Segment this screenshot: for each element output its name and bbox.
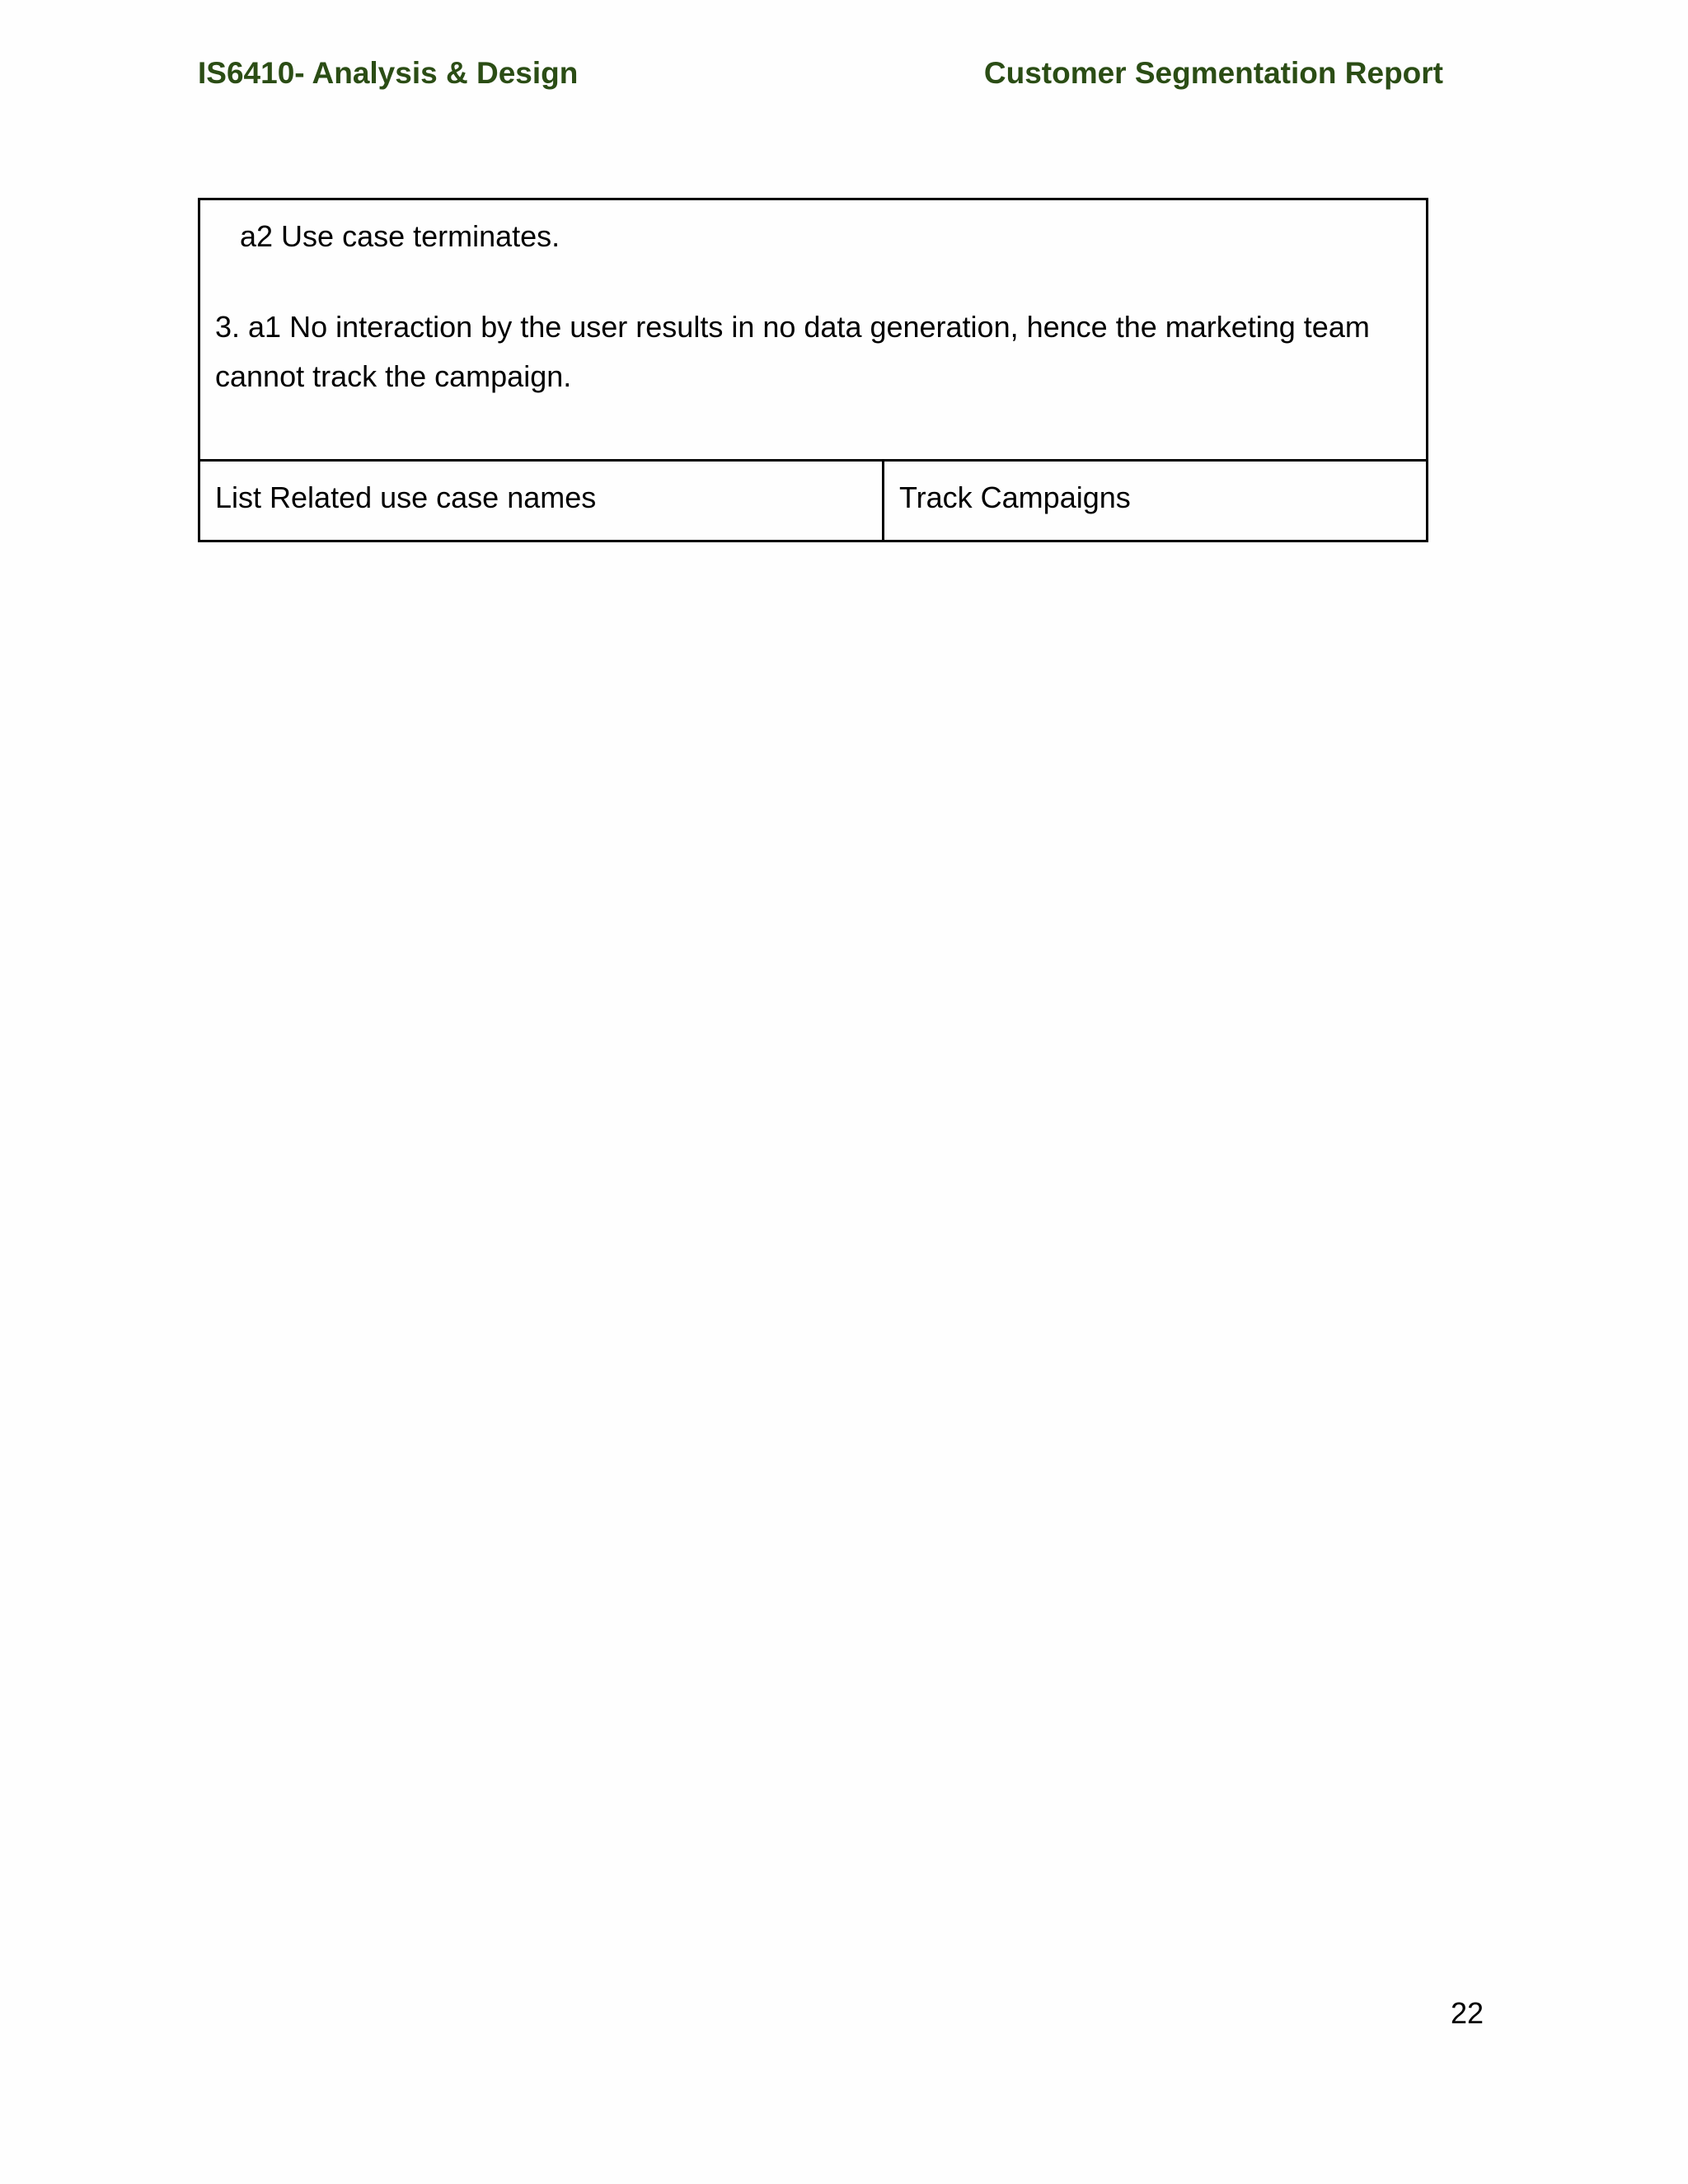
related-use-cases-row xyxy=(200,462,1426,540)
alternate-flow-step-3a1: 3. a1 No interaction by the user results in no data generation, hence the marketing team cannot track the campaign. xyxy=(215,310,1370,393)
header-course-title: IS6410- Analysis & Design xyxy=(198,56,579,90)
related-use-cases-label: List Related use case names xyxy=(200,462,884,540)
header-report-title: Customer Segmentation Report xyxy=(983,56,1443,90)
page-number: 22 xyxy=(1451,1996,1484,2030)
paragraph-spacer xyxy=(215,261,1411,302)
related-use-cases-value: Track Campaigns xyxy=(899,480,1131,514)
alternate-flow-cell xyxy=(200,200,1426,462)
use-case-table xyxy=(198,198,1428,542)
alternate-flow-step-a2: a2 Use case terminates. xyxy=(240,219,560,253)
